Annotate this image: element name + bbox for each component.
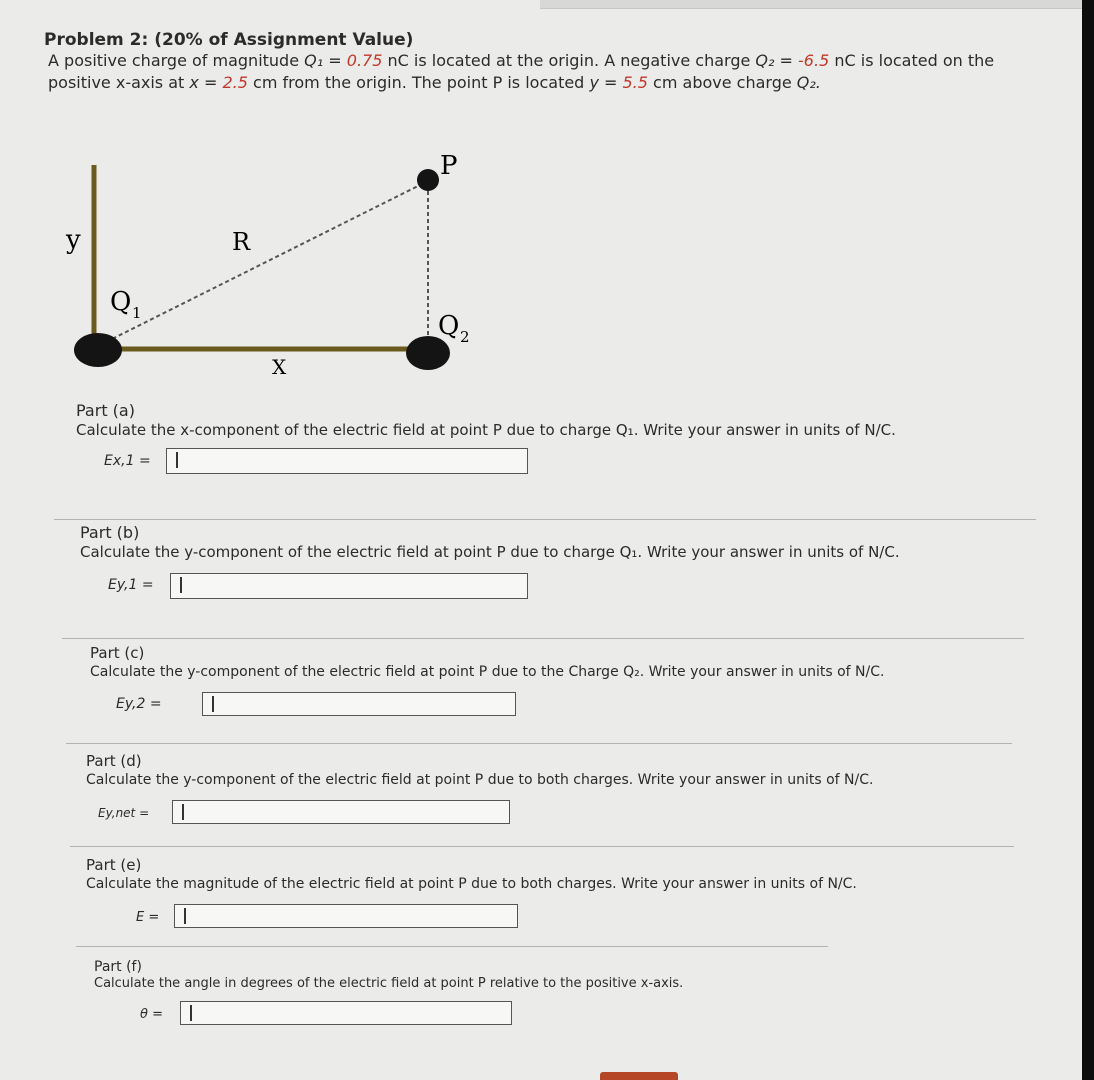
- divider-e: [76, 946, 828, 947]
- part-d-answer-row: [86, 798, 1046, 830]
- part-e-answer-input[interactable]: [174, 904, 518, 928]
- browser-top-bar: [540, 0, 1094, 9]
- part-f-question: Calculate the angle in degrees of the electric field at point P relative to the positive x-axis.: [94, 976, 684, 991]
- part-a: [76, 402, 1056, 480]
- part-c-answer-row: [90, 690, 1050, 722]
- divider-c: [66, 743, 1012, 744]
- charge-q1-dot: [74, 333, 122, 367]
- divider-d: [70, 846, 1014, 847]
- part-a-question: Calculate the x-component of the electric field at point P due to charge Q₁. Write your answer in units of N/C.: [76, 421, 896, 439]
- label-y: y: [66, 225, 81, 255]
- part-e-title: Part (e): [86, 856, 142, 874]
- label-q2: Q: [438, 311, 460, 341]
- label-q1-subscript: 1: [132, 304, 142, 322]
- part-e-answer-row: [86, 902, 1046, 934]
- part-c-answer-input[interactable]: [202, 692, 516, 716]
- part-a-title: Part (a): [76, 401, 135, 420]
- part-c-question: Calculate the y-component of the electric field at point P due to the Charge Q₂. Write your answer in units of N/C.: [90, 664, 885, 680]
- part-f-answer-row: [94, 1001, 994, 1033]
- part-a-answer-input[interactable]: [166, 448, 528, 474]
- label-q1: Q: [110, 287, 132, 317]
- part-a-answer-label: Ex,1 =: [104, 453, 151, 469]
- problem-statement: A positive charge of magnitude Q₁ = 0.75 nC is located at the origin. A negative charge Q₂ = -6.5 nC is located on the positive x-axis at x = 2.5 cm from the origin. The point P is located y = 5.5 cm above charge Q₂.: [48, 51, 995, 92]
- part-f: [94, 960, 994, 1033]
- part-f-answer-input[interactable]: [180, 1001, 512, 1025]
- part-d-question: Calculate the y-component of the electric field at point P due to both charges. Write your answer in units of N/C.: [86, 772, 874, 788]
- part-f-title: Part (f): [94, 959, 142, 975]
- label-q2-subscript: 2: [460, 328, 470, 346]
- divider-b: [62, 638, 1024, 639]
- part-e: [86, 856, 1046, 934]
- charge-diagram-svg: [60, 150, 520, 390]
- part-c-answer-label: Ey,2 =: [116, 696, 162, 712]
- divider-a: [54, 519, 1036, 520]
- part-e-answer-label: E =: [136, 910, 160, 925]
- part-e-question: Calculate the magnitude of the electric field at point P due to both charges. Write your answer in units of N/C.: [86, 876, 857, 892]
- label-r: R: [232, 228, 251, 256]
- part-b-answer-row: [80, 570, 1060, 602]
- part-b: [80, 524, 1060, 602]
- part-b-answer-input[interactable]: [170, 573, 528, 599]
- problem-title: Problem 2: (20% of Assignment Value): [44, 30, 414, 50]
- charge-diagram: [60, 150, 520, 390]
- part-b-question: Calculate the y-component of the electric field at point P due to charge Q₁. Write your answer in units of N/C.: [80, 543, 900, 561]
- point-p-dot: [417, 169, 439, 191]
- bottom-tab[interactable]: [600, 1072, 678, 1080]
- part-a-answer-row: [76, 448, 1056, 480]
- part-c: [90, 644, 1050, 722]
- part-d-answer-input[interactable]: [172, 800, 510, 824]
- part-d: [86, 752, 1046, 830]
- part-c-title: Part (c): [90, 644, 145, 662]
- part-d-answer-label: Ey,net =: [98, 806, 150, 820]
- label-p: P: [440, 151, 458, 181]
- r-dashed-line: [100, 182, 426, 345]
- part-b-answer-label: Ey,1 =: [108, 577, 154, 593]
- label-x: X: [272, 355, 287, 379]
- part-f-answer-label: θ =: [140, 1007, 163, 1022]
- charge-q2-dot: [406, 336, 450, 370]
- part-d-title: Part (d): [86, 752, 142, 770]
- screen-edge: [1082, 0, 1094, 1080]
- part-b-title: Part (b): [80, 523, 140, 542]
